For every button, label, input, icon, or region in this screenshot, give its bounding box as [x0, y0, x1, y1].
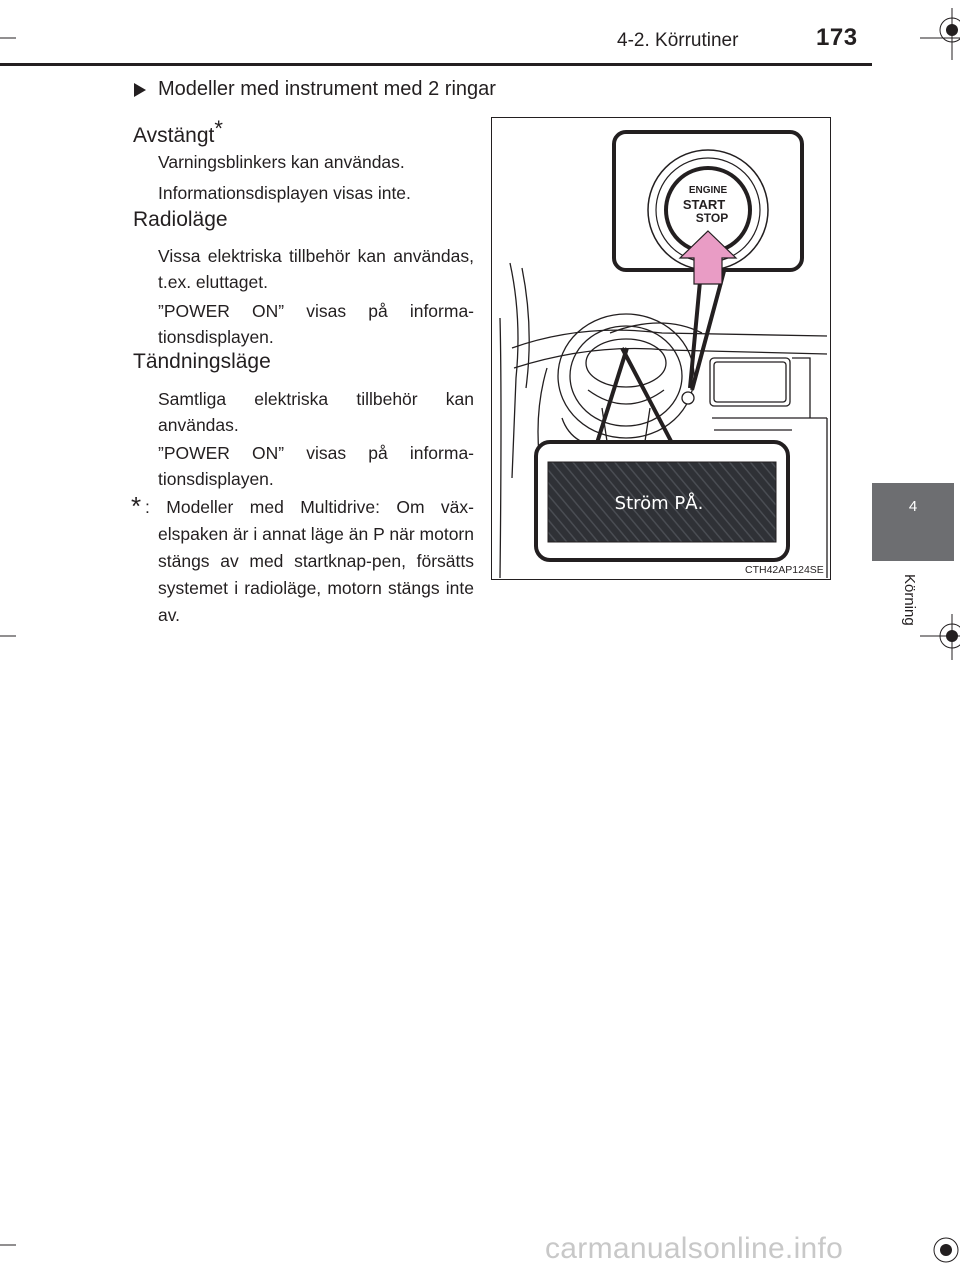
triangle-bullet-icon	[133, 82, 147, 98]
figure-code: CTH42AP124SE	[745, 564, 824, 576]
header-rule	[0, 63, 872, 66]
model-bullet	[133, 78, 496, 101]
footnote-text	[145, 494, 474, 629]
section-title-ignition: Tändningsläge	[133, 350, 271, 373]
chapter-tab	[872, 483, 954, 561]
chapter-tab-number: 4	[908, 498, 918, 515]
paragraph: Samtliga elektriska tillbehör kan användas.	[158, 389, 474, 435]
section-title-off	[133, 114, 223, 148]
display-message: Ström PÅ.	[614, 493, 704, 514]
button-line-2: START	[682, 197, 726, 212]
footnote-asterisk: *	[131, 491, 142, 521]
footnote-mark: *	[214, 116, 223, 141]
footnote-body: : Modeller med Multidrive: Om väx-elspaken är i annat läge än P när motorn stängs av med startknap-pen, försätts systemet i radioläge, motorn stängs inte av.	[145, 497, 474, 625]
dashboard-illustration	[492, 118, 831, 580]
paragraph: ”POWER ON” visas på informa-tionsdisplayen.	[158, 301, 474, 347]
page-number: 173	[816, 24, 858, 51]
illustration-start-button	[491, 117, 831, 580]
paragraph: Vissa elektriska tillbehör kan användas, t.ex. eluttaget.	[158, 246, 474, 292]
paragraph: Varningsblinkers kan användas.	[158, 152, 405, 172]
model-bullet-text: Modeller med instrument med 2 ringar	[158, 78, 496, 100]
section-title-text: Avstängt	[133, 124, 215, 147]
paragraph: ”POWER ON” visas på informa-tionsdisplayen.	[158, 443, 474, 489]
watermark-text: carmanualsonline.info	[545, 1232, 844, 1265]
button-line-1: ENGINE	[688, 185, 728, 196]
section-title-radio: Radioläge	[133, 208, 228, 231]
paragraph: Informationsdisplayen visas inte.	[158, 183, 411, 203]
header-section-title: 4-2. Körrutiner	[617, 30, 739, 51]
chapter-tab-label: Körning	[901, 574, 918, 626]
chapter-tab-label-wrap	[898, 574, 918, 644]
button-line-3: STOP	[695, 211, 729, 225]
